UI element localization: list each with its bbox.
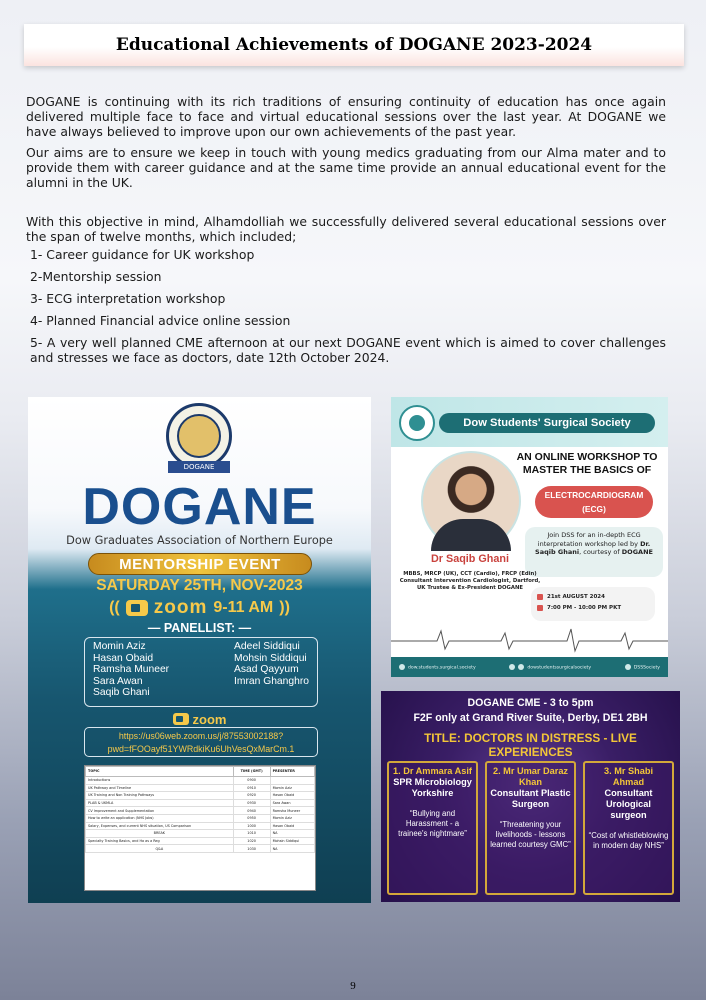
session-item: 5- A very well planned CME afternoon at our next DOGANE event which is aimed to cover challenges and stresses we face as doctors, date 12th October 2024. [30, 335, 666, 365]
table-row [86, 792, 315, 800]
instagram-icon [509, 664, 515, 670]
table-cell: Hasan Obaid [270, 822, 314, 830]
table-cell: 1030 [233, 845, 270, 853]
speaker-name: 1. Dr Ammara Asif [393, 766, 472, 776]
agenda-table [84, 765, 316, 891]
platform-name: zoom [153, 597, 208, 618]
column-header: TIME (GMT) [233, 767, 270, 777]
table-row [86, 814, 315, 822]
table-cell: 1000 [233, 822, 270, 830]
panellist-column-right [234, 641, 309, 703]
panellist: Momin Aziz [93, 641, 146, 652]
table-cell: 0930 [233, 799, 270, 807]
talk-title: “Threatening your livelihoods - lessons learned courtesy GMC” [490, 820, 571, 849]
table-cell: Introductions [86, 777, 234, 785]
table-cell: UK Pathway and Timeline [86, 784, 234, 792]
table-row [86, 845, 315, 853]
speaker-name: 3. Mr Shabi Ahmad [603, 766, 653, 787]
society-logo-icon [399, 405, 435, 441]
linkedin-icon [518, 664, 524, 670]
workshop-headline: AN ONLINE WORKSHOP TO MASTER THE BASICS OF [516, 451, 658, 476]
agenda-body [86, 777, 315, 853]
table-cell: Hasan Obaid [270, 792, 314, 800]
intro-text [26, 94, 666, 372]
table-cell: 0900 [233, 777, 270, 785]
speaker-cards [387, 761, 674, 895]
table-cell: Momin Aziz [270, 814, 314, 822]
workshop-schedule [531, 587, 655, 621]
speaker-card [485, 761, 576, 895]
brand-name: DOGANE [82, 478, 317, 536]
title-banner [24, 24, 684, 66]
panellist: Mohsin Siddiqui [234, 652, 307, 664]
globe-icon [399, 664, 405, 670]
x-icon [625, 664, 631, 670]
table-cell: Ramsha Muneer [270, 807, 314, 815]
table-cell: 0910 [233, 784, 270, 792]
table-row [86, 837, 315, 845]
table-row [86, 807, 315, 815]
panellist: Asad Qayyum [234, 664, 299, 676]
page-number: 9 [350, 980, 356, 992]
table-cell: Mohsin Siddiqui [270, 837, 314, 845]
table-cell: PLAB & UKMLA [86, 799, 234, 807]
session-item: 4- Planned Financial advice online session [30, 313, 291, 328]
panellist: Hasan Obaid [93, 652, 154, 664]
table-row [86, 822, 315, 830]
table-row [86, 784, 315, 792]
speaker-name: Dr Saqib Ghani [431, 553, 509, 565]
social-footer: dow.students.surgical.society dowstudentssurgicalsociety DSSSociety [391, 657, 668, 677]
zoom-link[interactable]: https://us06web.zoom.us/j/87553002188?pwd=fFOOayf51YWRdkiKu6UhVesQxMarCm.1 [84, 727, 318, 757]
table-cell: Momin Aziz [270, 784, 314, 792]
zoom-label-row [28, 711, 371, 727]
table-cell: NA [270, 830, 314, 838]
table-cell: Salary, Expenses, and current NHS situation, US Comparison [86, 822, 234, 830]
table-cell: Specialty Training Basics, and Ha as a Reg [86, 837, 234, 845]
talk-title: “Bullying and Harassment - a trainee's nightmare” [398, 809, 467, 838]
zoom-label: zoom [192, 711, 227, 727]
table-cell: 0950 [233, 814, 270, 822]
table-cell: Sara Awan [270, 799, 314, 807]
ecg-wave-icon [391, 627, 668, 653]
paragraph: With this objective in mind, Alhamdolliah we successfully delivered several educational sessions over the span of twelve months, which included; [26, 214, 666, 244]
cme-title: TITLE: DOCTORS IN DISTRESS - LIVE EXPERIENCES [424, 731, 637, 759]
speaker-role: Consultant Urological surgeon [604, 788, 653, 820]
video-camera-icon [173, 713, 189, 725]
clock-icon [537, 605, 543, 611]
table-cell: 0940 [233, 807, 270, 815]
speaker-role: Consultant Plastic Surgeon [490, 788, 571, 809]
table-cell [270, 777, 314, 785]
table-row [86, 799, 315, 807]
workshop-topic: ELECTROCARDIOGRAM (ECG) [535, 486, 653, 518]
speaker-credentials: MBBS, MRCP (UK), CCT (Cardio), FRCP (Edin) Consultant Intervention Cardiologist, Dartford, UK Trustee & Ex-President DOGANE [399, 571, 541, 591]
panellist-box [84, 637, 318, 707]
brand-full-name: Dow Graduates Association of Northern Europe [66, 534, 333, 547]
table-cell: 0920 [233, 792, 270, 800]
cme-venue: F2F only at Grand River Suite, Derby, DE1 2BH [413, 712, 648, 724]
column-header: TOPIC [86, 767, 234, 777]
mentorship-poster [28, 397, 371, 903]
table-cell: 1010 [233, 830, 270, 838]
table-cell: UK Training and Non Training Pathways [86, 792, 234, 800]
speaker-role: SPR Microbiology Yorkshire [393, 777, 472, 798]
paragraph: Our aims are to ensure we keep in touch with young medics graduating from our Alma mater and to provide them with career guidance and at the same time provide an annual educational event for the alumni in the UK. [26, 145, 666, 190]
speaker-name: 2. Mr Umar Daraz Khan [492, 766, 569, 787]
table-cell: Q&A [86, 845, 234, 853]
table-cell: CV Improvement and Supplementation [86, 807, 234, 815]
panellist: Sara Awan [93, 675, 143, 687]
page-title: Educational Achievements of DOGANE 2023-2024 [115, 35, 593, 55]
cme-time: DOGANE CME - 3 to 5pm [467, 697, 594, 709]
event-date: SATURDAY 25TH, NOV-2023 [96, 577, 303, 594]
panellist: Ramsha Muneer [93, 664, 170, 676]
column-header: PRESENTER [270, 767, 314, 777]
table-cell: How to write an application (NHS Jobs) [86, 814, 234, 822]
table-cell: BREAK [86, 830, 234, 838]
panellist: Imran Ghanghro [234, 675, 309, 687]
ecg-workshop-poster [391, 397, 668, 677]
table-row [86, 777, 315, 785]
workshop-date: 21st AUGUST 2024 [547, 594, 605, 600]
workshop-time: 7:00 PM - 10:00 PM PKT [547, 605, 622, 611]
panellist: Adeel Siddiqui [234, 641, 300, 652]
agenda-header-row [86, 767, 315, 777]
dogane-logo-icon [166, 403, 232, 469]
table-row [86, 830, 315, 838]
workshop-description: Join DSS for an in-depth ECG interpretation workshop led by Dr. Saqib Ghani, courtesy of DOGANE [525, 527, 663, 577]
panellist-column-left [93, 641, 169, 703]
zoom-row: (( zoom 9-11 AM )) [109, 597, 290, 618]
talk-title: “Cost of whistleblowing in modern day NHS” [588, 831, 669, 850]
panel-heading: — PANELLIST: — [147, 621, 252, 635]
session-item: 2-Mentorship session [30, 269, 162, 284]
video-camera-icon [126, 600, 148, 616]
session-item: 1- Career guidance for UK workshop [30, 247, 255, 262]
speaker-card [387, 761, 478, 895]
panellist: Saqib Ghani [93, 687, 150, 699]
table-cell: 1020 [233, 837, 270, 845]
table-cell: NA [270, 845, 314, 853]
session-item: 3- ECG interpretation workshop [30, 291, 226, 306]
paragraph: DOGANE is continuing with its rich traditions of ensuring continuity of education has once again delivered multiple face to face and virtual educational sessions over the last year. At DOGANE we have always believed to improve upon our own achievements of the past year. [26, 94, 666, 139]
cme-poster [381, 691, 680, 902]
society-name: Dow Students' Surgical Society [439, 413, 655, 433]
logo-ribbon: DOGANE [168, 461, 230, 473]
event-time: 9-11 AM [213, 599, 274, 616]
speaker-card [583, 761, 674, 895]
event-title: MENTORSHIP EVENT [88, 553, 312, 575]
calendar-icon [537, 594, 543, 600]
